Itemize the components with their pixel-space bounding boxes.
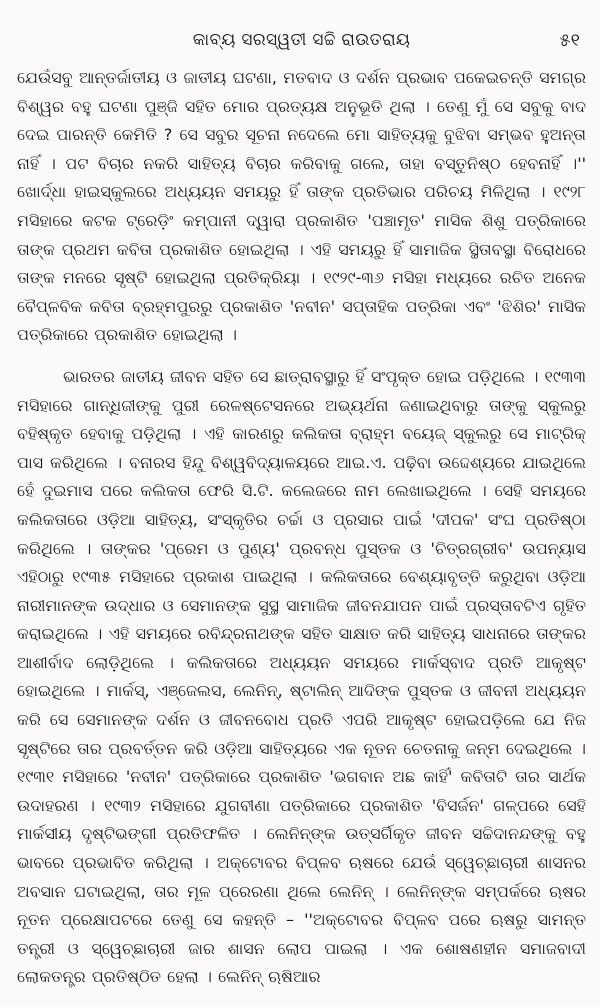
page-header xyxy=(17,30,586,64)
page-number: ୫୧ xyxy=(559,30,580,51)
paragraph: ଯେଉଁସବୁ ଆନ୍ତର୍ଜାତୀୟ ଓ ଜାତୀୟ ଘଟଣା, ମତବାଦ ଓ ଦର୍ଶନ ପ୍ରଭାବ ପକେଇଚନ୍ତି ସମଗ୍ର ବିଶ୍ୱର ବହୁ ଘଟଣା ପୁଞ୍ଜି ସହିତ ମୋର ପ୍ରତ୍ୟକ୍ଷ ଅନୁଭୂତି ଥିଲା । ତେଣୁ ମୁଁ ସେ ସବୁକୁ ବାଦ ଦେଇ ପାରନ୍ତି କେମିତି ? ସେ ସବୁର ସୂଚନା ନଦେଲେ ମୋ ସାହିତ୍ୟକୁ ବୁଝିବା ସମ୍ଭବ ହୁଅନ୍ତା ନାହିଁ । ପଟ ବିଚାର ନକରି ସାହିତ୍ୟ ବିଚାର କରିବାକୁ ଗଲେ, ତାହା ବସ୍ତୁନିଷ୍ଠ ହେବନାହିଁ ।'' ଖୋର୍ଦ୍ଧା ହାଇସ୍କୁଲରେ ଅଧ୍ୟୟନ ସମୟରୁ ହିଁ ତାଙ୍କ ପ୍ରତିଭାର ପରିଚୟ ମିଳିଥିଲା । ୧୯୨୮ ମସିହାରେ କଟକ ଟ୍ରେଡ଼ିଂ କମ୍ପାନୀ ଦ୍ୱାରା ପ୍ରକାଶିତ 'ପଞ୍ଚାମୃତ' ମାସିକ ଶିଶୁ ପତ୍ରିକାରେ ତାଙ୍କ ପ୍ରଥମ କବିତା ପ୍ରକାଶିତ ହୋଇଥିଲା । ଏହି ସମୟରୁ ହିଁ ସାମାଜିକ ସ୍ଥିତାବସ୍ଥା ବିରୋଧରେ ତାଙ୍କ ମନରେ ସୃଷ୍ଟି ହୋଇଥିଲା ପ୍ରତିକ୍ରିୟା । ୧୯୨୯-୩୬ ମସିହା ମଧ୍ୟରେ ରଚିତ ଅନେକ ବୈପ୍ଳବିକ କବିତା ବ୍ରହ୍ମପୁରରୁ ପ୍ରକାଶିତ 'ନବୀନ' ସପ୍ତାହିକ ପତ୍ରିକା ଏବଂ 'ଝିଶିର' ମାସିକ ପତ୍ରିକାରେ ପ୍ରକାଶିତ ହୋଇଥିଲା । xyxy=(17,68,586,345)
body-text xyxy=(17,64,586,992)
running-title: କାବ୍ୟ ସରସ୍ୱତୀ ସଚ୍ଚି ରାଉତରାୟ xyxy=(192,30,411,50)
paragraph: ଭାରତର ଜାତୀୟ ଜୀବନ ସହିତ ସେ ଛାତ୍ରାବସ୍ଥାରୁ ହିଁ ସଂପୃକ୍ତ ହୋଇ ପଡ଼ିଥିଲେ । ୧୯୩୩ ମସିହାରେ ଗାନ୍ଧିଜୀଙ୍କୁ ପୁରୀ ରେଳଷ୍ଟେସନରେ ଅଭ୍ୟର୍ଥନା ଜଣାଇଥିବାରୁ ତାଙ୍କୁ ସ୍କୁଲରୁ ବହିଷ୍କୃତ ହେବାକୁ ପଡ଼ିଥିଲା । ଏହି କାରଣରୁ କଲିକତା ବ୍ରାହ୍ମ ବୟେଜ୍ ସ୍କୁଲରୁ ସେ ମାଟ୍ରିକ୍ ପାସ କରିଥିଲେ । ବନାରସ ହିନ୍ଦୁ ବିଶ୍ୱବିଦ୍ୟାଳୟରେ ଆଇ.ଏ. ପଢ଼ିବା ଉଦ୍ଦେଶ୍ୟରେ ଯାଇଥିଲେ ହେଁ ଦୁଇମାସ ପରେ କଲିକତା ଫେରି ସି.ଟି. କଲେଜରେ ନାମ ଲେଖାଇଥିଲେ । ସେହି ସମୟରେ କଲିକତାରେ ଓଡ଼ିଆ ସାହିତ୍ୟ, ସଂସ୍କୃତିର ଚର୍ଚ୍ଚା ଓ ପ୍ରସାର ପାଇଁ 'ଦୀପକ' ସଂଘ ପ୍ରତିଷ୍ଠା କରିଥିଲେ । ତାଙ୍କର 'ପ୍ରେମ ଓ ପୁଣ୍ୟ' ପ୍ରବନ୍ଧ ପୁସ୍ତକ ଓ 'ଚିତ୍ରଗ୍ରୀବ' ଉପନ୍ୟାସ ଏହିଠାରୁ ୧୯୩୫ ମସିହାରେ ପ୍ରକାଶ ପାଇଥିଲା । କଲିକତାରେ ବେଶ୍ୟାବୃତ୍ତି କରୁଥିବା ଓଡ଼ିଆ ନାରୀମାନଙ୍କ ଉଦ୍ଧାର ଓ ସେମାନଙ୍କ ସୁସ୍ଥ ସାମାଜିକ ଜୀବନଯାପନ ପାଇଁ ପ୍ରସ୍ତାବଟିଏ ଗୃହିତ କରାଇଥିଲେ । ଏହି ସମୟରେ ରବିନ୍ଦ୍ରନାଥଙ୍କ ସହିତ ସାକ୍ଷାତ କରି ସାହିତ୍ୟ ସାଧନାରେ ତାଙ୍କର ଆଶୀର୍ବାଦ ଲୋଡ଼ିଥିଲେ । କଲିକତାରେ ଅଧ୍ୟୟନ ସମୟରେ ମାର୍କସ୍‌ବାଦ ପ୍ରତି ଆକୃଷ୍ଟ ହୋଇଥିଲେ । ମାର୍କସ୍, ଏଞ୍ଜେଲସ, ଲେନିନ୍, ଷ୍ଟାଲିନ୍ ଆଦିଙ୍କ ପୁସ୍ତକ ଓ ଜୀବନୀ ଅଧ୍ୟୟନ କରି ସେ ସେମାନଙ୍କ ଦର୍ଶନ ଓ ଜୀବନବୋଧ ପ୍ରତି ଏପରି ଆକୃଷ୍ଟ ହୋଇପଡ଼ିଲେ ଯେ ନିଜ ସୃଷ୍ଟିରେ ତାର ପ୍ରବର୍ତ୍ତନ କରି ଓଡ଼ିଆ ସାହିତ୍ୟରେ ଏକ ନୂତନ ଚେତନାକୁ ଜନ୍ମ ଦେଇଥିଲେ । ୧୯୩୧ ମସିହାରେ 'ନବୀନ' ପତ୍ରିକାରେ ପ୍ରକାଶିତ 'ଭଗବାନ ଅଛ କାହିଁ' କବିତାଟି ତାର ସାର୍ଥକ ଉଦାହରଣ । ୧୯୩୨ ମସିହାରେ ଯୁଗବୀଣା ପତ୍ରିକାରେ ପ୍ରକାଶିତ 'ବିସର୍ଜନ' ଗଳ୍ପରେ ସେହି ମାର୍କସୀୟ ଦୃଷ୍ଟିଭଙ୍ଗୀ ପ୍ରତିଫଳିତ । ଲେନିନ୍‌ଙ୍କ ଉତ୍ସର୍ଗିକୃତ ଜୀବନ ସଚ୍ଚିଦାନନ୍ଦଙ୍କୁ ବହୁ ଭାବରେ ପ୍ରଭାବିତ କରିଥିଲା । ଅକ୍ଟୋବର ବିପ୍ଳବ ଋଷରେ ଯେଉଁ ସ୍ୱେଚ୍ଛାଚାରୀ ଶାସନର ଅବସାନ ଘଟାଇଥିଲା, ତାର ମୂଳ ପ୍ରେରଣା ଥିଲେ ଲେନିନ୍ । ଲେନିନ୍‌ଙ୍କ ସମ୍ପର୍କରେ ଋଷର ନୂତନ ପ୍ରେକ୍ଷାପଟରେ ତେଣୁ ସେ କହନ୍ତି – ''ଅକ୍ଟୋବର ବିପ୍ଳବ ପରେ ଋଷରୁ ସାମନ୍ତ ତନ୍ତ୍ରୀ ଓ ସ୍ୱେଚ୍ଛାଚାରୀ ଜାର ଶାସନ ଲୋପ ପାଇଲା । ଏକ ଶୋଷଣହୀନ ସମାଜବାଦୀ ଲୋକତନ୍ତ୍ର ପ୍ରତିଷ୍ଠିତ ହେଲା । ଲେନିନ୍ ଋଷିଆର xyxy=(17,366,586,987)
